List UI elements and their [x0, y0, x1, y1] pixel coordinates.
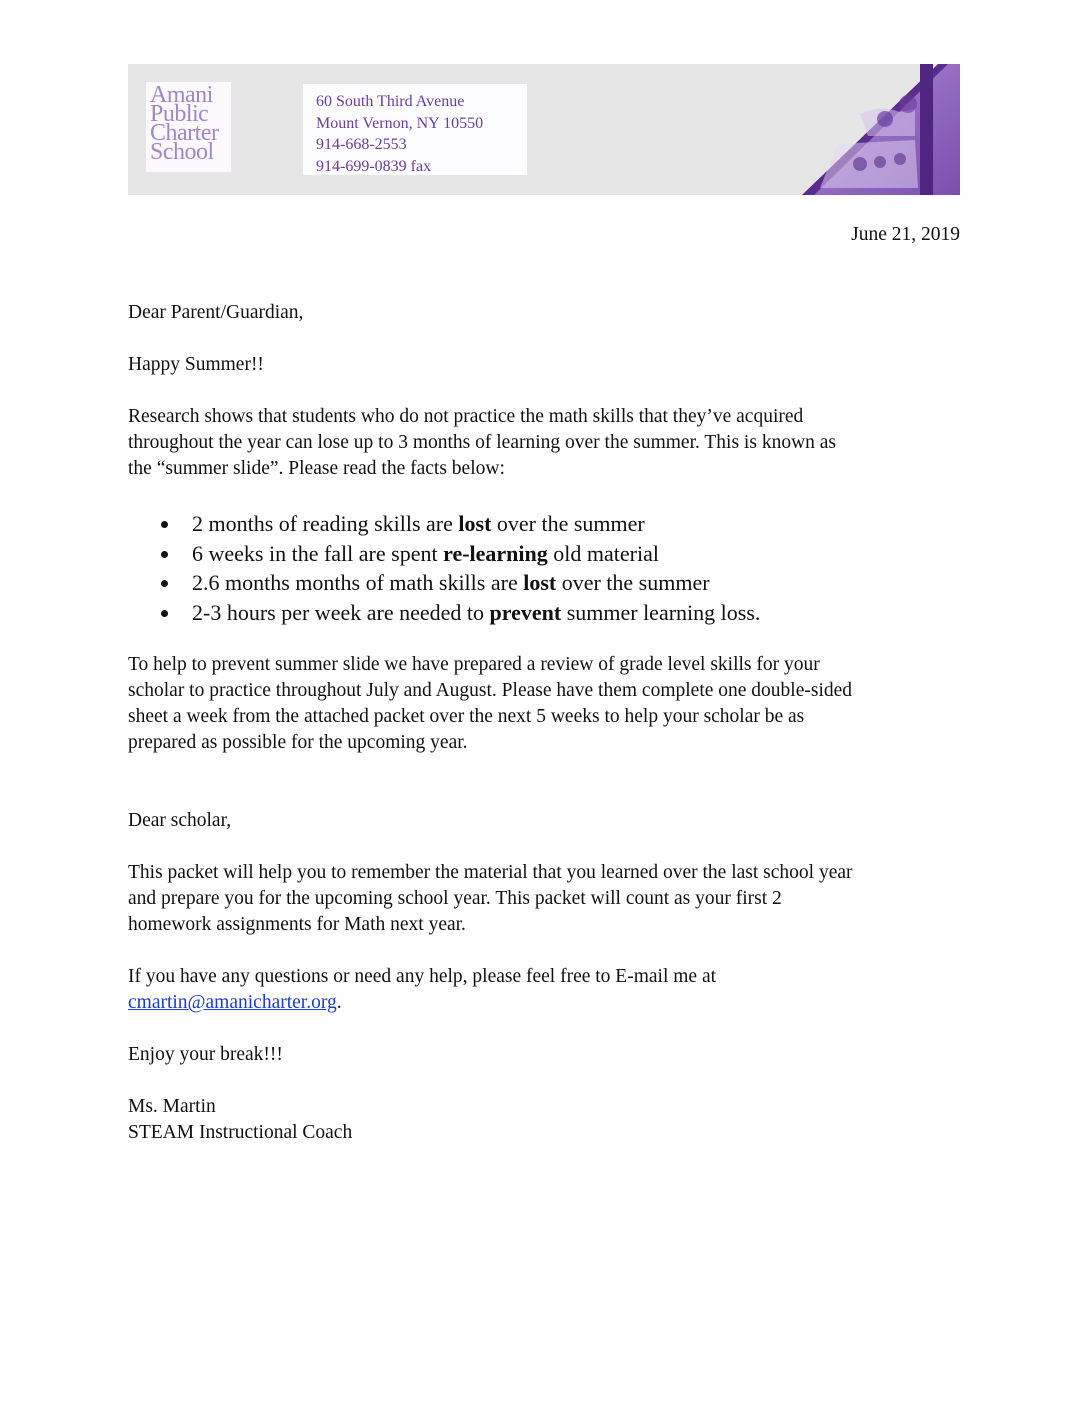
fact-text: 2 months of reading skills are: [192, 511, 459, 536]
logo-line: Amani: [150, 82, 213, 108]
fact-text: 2.6 months months of math skills are: [192, 570, 524, 595]
intro-line: Research shows that students who do not practice the math skills that they’ve acquired: [128, 406, 804, 427]
fact-text: over the summer: [491, 511, 645, 536]
fact-item: [128, 568, 964, 598]
plan-line: prepared as possible for the upcoming year.: [128, 732, 468, 753]
fact-item: [128, 509, 964, 539]
greeting-parent: Dear Parent/Guardian,: [128, 302, 304, 323]
contact-text: If you have any questions or need any help, please feel free to E-mail me at: [128, 966, 717, 987]
closing-line: Enjoy your break!!!: [128, 1044, 283, 1065]
bullet-icon: [161, 551, 168, 558]
signature-block: [128, 1094, 964, 1146]
photo-vertical-bar: [920, 64, 933, 195]
classroom-photo-graphic: [780, 64, 960, 195]
fact-item: [128, 598, 964, 628]
plan-line: To help to prevent summer slide we have prepared a review of grade level skills for your: [128, 654, 820, 675]
happy-summer: Happy Summer!!: [128, 354, 264, 375]
fact-text: over the summer: [556, 570, 710, 595]
fact-text: 2-3 hours per week are needed to: [192, 599, 490, 625]
fact-text: old material: [547, 540, 659, 566]
logo-line: Public: [150, 101, 209, 127]
scholar-line: and prepare you for the upcoming school year. This packet will count as your first 2: [128, 888, 782, 909]
scholar-line: homework assignments for Math next year.: [128, 914, 466, 935]
email-link[interactable]: cmartin@amanicharter.org: [128, 992, 337, 1013]
facts-list: [128, 509, 964, 627]
logo-line: Charter: [150, 120, 219, 146]
contact-email-line: [128, 990, 964, 1016]
scholar-paragraph: [128, 860, 964, 938]
greeting-scholar: Dear scholar,: [128, 810, 232, 831]
contact-paragraph: [128, 964, 964, 1016]
fact-emphasis: lost: [523, 570, 557, 595]
school-address: [303, 84, 527, 175]
fact-emphasis: lost: [458, 511, 492, 536]
school-logo: [146, 82, 231, 172]
fact-text: summer learning loss.: [561, 599, 761, 625]
logo-line: School: [150, 139, 214, 165]
signature-name: Ms. Martin: [128, 1096, 216, 1117]
plan-line: scholar to practice throughout July and August. Please have them complete one double-sided: [128, 680, 853, 701]
bullet-icon: [161, 610, 168, 617]
intro-line: throughout the year can lose up to 3 months of learning over the summer. This is known as: [128, 432, 837, 453]
intro-paragraph: [128, 404, 964, 482]
address-street: 60 South Third Avenue: [316, 93, 465, 110]
fact-emphasis: re-learning: [443, 540, 548, 566]
intro-line: the “summer slide”. Please read the facts below:: [128, 458, 505, 479]
address-city: Mount Vernon, NY 10550: [316, 114, 484, 132]
bullet-icon: [161, 580, 168, 587]
fact-text: 6 weeks in the fall are spent: [192, 540, 444, 566]
fact-item: [128, 539, 964, 569]
plan-line: sheet a week from the attached packet over the next 5 weeks to help your scholar be as: [128, 706, 805, 727]
letterhead-banner: [128, 64, 960, 195]
address-fax: 914-699-0839 fax: [316, 157, 432, 175]
bullet-icon: [161, 521, 168, 528]
email-trailing-period: .: [336, 992, 342, 1013]
plan-paragraph: [128, 652, 964, 756]
fact-emphasis: prevent: [489, 599, 562, 625]
scholar-line: This packet will help you to remember the material that you learned over the last school year: [128, 862, 853, 883]
address-phone: 914-668-2553: [316, 136, 407, 153]
letter-date: June 21, 2019: [851, 224, 960, 245]
signature-title: STEAM Instructional Coach: [128, 1122, 353, 1143]
